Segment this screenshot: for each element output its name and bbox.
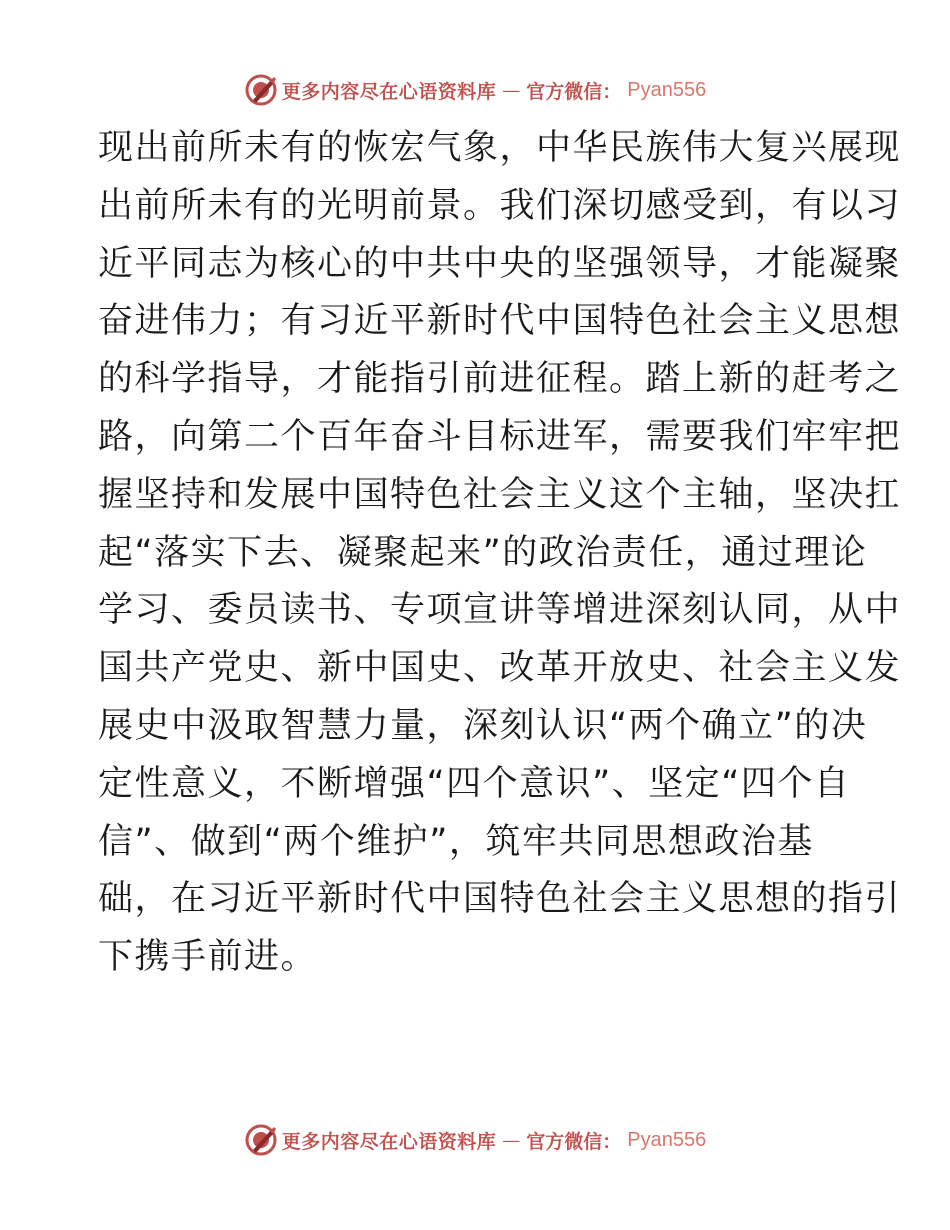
document-body: [98, 120, 902, 987]
body-line-15: 下携手前进。: [98, 937, 318, 978]
body-line-2: 出前所未有的光明前景。我们深切感受到，有以习: [98, 185, 902, 226]
body-line-8: 起“落实下去、凝聚起来”的政治责任，通过理论: [98, 532, 868, 573]
body-line-9: 学习、委员读书、专项宣讲等增进深刻认同，从中: [98, 590, 902, 631]
pen-logo-icon: [244, 73, 278, 107]
body-line-10: 国共产党史、新中国史、改革开放史、社会主义发: [98, 648, 902, 689]
footer-banner: [0, 1122, 950, 1158]
body-line-14: 础，在习近平新时代中国特色社会主义思想的指引: [98, 879, 902, 920]
footer-separator: —: [502, 1129, 521, 1151]
body-line-5: 的科学指导，才能指引前进征程。踏上新的赶考之: [98, 359, 902, 400]
body-line-11: 展史中汲取智慧力量，深刻认识“两个确立”的决: [98, 705, 868, 746]
header-banner-text: 更多内容尽在心语资料库: [281, 80, 497, 103]
pen-logo-icon: [244, 1123, 278, 1157]
body-line-13: 信”、做到“两个维护”，筑牢共同思想政治基: [98, 821, 814, 862]
body-line-12: 定性意义，不断增强“四个意识”、坚定“四个自: [98, 763, 851, 804]
footer-id: Pyan556: [627, 1128, 707, 1151]
footer-banner-text: 更多内容尽在心语资料库: [281, 1130, 497, 1153]
header-id: Pyan556: [627, 78, 707, 101]
body-line-4: 奋进伟力；有习近平新时代中国特色社会主义思想: [98, 301, 902, 342]
body-line-6: 路，向第二个百年奋斗目标进军，需要我们牢牢把: [98, 416, 902, 457]
header-label: 官方微信：: [526, 80, 622, 103]
body-line-3: 近平同志为核心的中共中央的坚强领导，才能凝聚: [98, 243, 902, 284]
body-line-7: 握坚持和发展中国特色社会主义这个主轴，坚决扛: [98, 474, 902, 515]
body-line-1: 现出前所未有的恢宏气象，中华民族伟大复兴展现: [98, 128, 902, 168]
header-banner: [0, 72, 950, 108]
footer-label: 官方微信：: [526, 1130, 622, 1153]
header-separator: —: [502, 79, 521, 101]
